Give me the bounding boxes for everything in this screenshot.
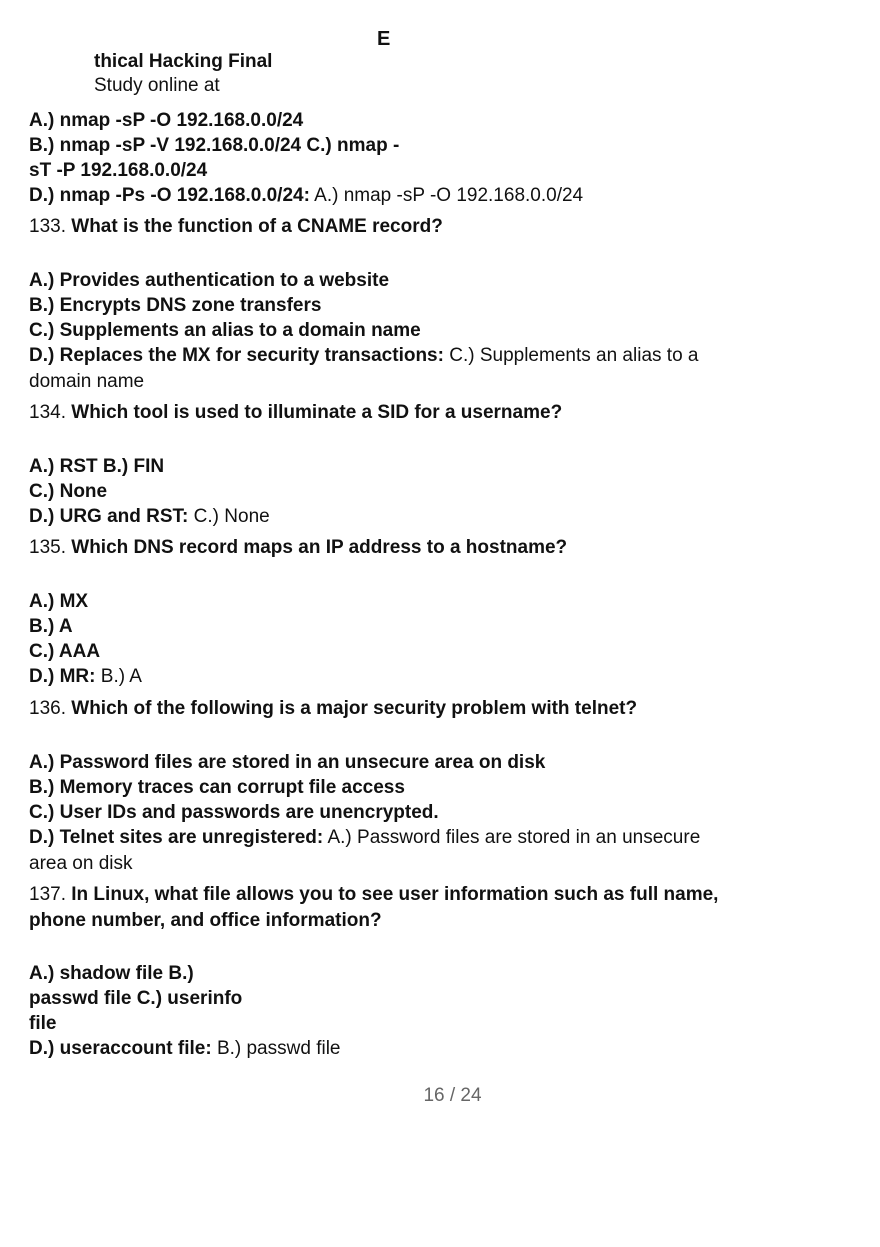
- question-number: 136.: [29, 698, 66, 719]
- option-d-line: [29, 664, 142, 689]
- option-d-label: D.) Telnet sites are unregistered:: [29, 827, 324, 848]
- answer-text: C.) None: [193, 506, 270, 527]
- option-c: C.) None: [29, 481, 108, 502]
- option-c: C.) User IDs and passwords are unencrypted.: [29, 802, 439, 823]
- question-text-cont: phone number, and office information?: [29, 910, 382, 931]
- option-a: A.) Provides authentication to a website: [29, 270, 390, 291]
- document-title: thical Hacking Final: [94, 51, 273, 72]
- question-134: [29, 400, 562, 426]
- option-a: A.) MX: [29, 591, 89, 612]
- study-online-text: Study online at: [94, 75, 220, 96]
- option-c: C.) AAA: [29, 641, 101, 662]
- option-a: A.) nmap -sP -O 192.168.0.0/24: [29, 110, 304, 131]
- answer-text: C.) Supplements an alias to a: [449, 345, 699, 366]
- answer-text: A.) nmap -sP -O 192.168.0.0/24: [314, 185, 584, 206]
- question-number: 134.: [29, 402, 66, 423]
- option-d-label: D.) nmap -Ps -O 192.168.0.0/24:: [29, 185, 310, 206]
- option-d-label: D.) MR:: [29, 666, 96, 687]
- option-d-line: [29, 825, 700, 850]
- answer-text: B.) passwd file: [216, 1038, 341, 1059]
- answer-text-cont: domain name: [29, 371, 145, 392]
- question-number: 135.: [29, 537, 66, 558]
- option-d-line: [29, 504, 270, 529]
- question-text: Which DNS record maps an IP address to a hostname?: [71, 537, 568, 558]
- answer-text-cont: area on disk: [29, 853, 133, 874]
- question-text: Which of the following is a major security problem with telnet?: [71, 698, 638, 719]
- page-number: 16 / 24: [423, 1085, 482, 1106]
- question-137: [29, 882, 718, 908]
- option-b-cont: sT -P 192.168.0.0/24: [29, 160, 208, 181]
- answer-text: A.) Password files are stored in an unsecure: [327, 827, 701, 848]
- option-c-cont: file: [29, 1013, 57, 1034]
- option-a: A.) Password files are stored in an unsecure area on disk: [29, 752, 546, 773]
- answer-text: B.) A: [100, 666, 142, 687]
- option-b: passwd file C.) userinfo: [29, 988, 243, 1009]
- question-133: [29, 214, 443, 240]
- question-136: [29, 696, 637, 722]
- option-d-line: [29, 1036, 340, 1061]
- header-letter: E: [377, 28, 391, 50]
- question-number: 133.: [29, 216, 66, 237]
- question-number: 137.: [29, 884, 66, 905]
- option-d-label: D.) Replaces the MX for security transactions:: [29, 345, 444, 366]
- option-d-label: D.) URG and RST:: [29, 506, 189, 527]
- option-b: B.) Encrypts DNS zone transfers: [29, 295, 322, 316]
- question-135: [29, 535, 567, 561]
- option-b: B.) nmap -sP -V 192.168.0.0/24 C.) nmap -: [29, 135, 400, 156]
- question-text: In Linux, what file allows you to see user information such as full name,: [71, 884, 719, 905]
- question-text: Which tool is used to illuminate a SID for a username?: [71, 402, 563, 423]
- option-d-line: [29, 183, 583, 208]
- option-c: C.) Supplements an alias to a domain name: [29, 320, 421, 341]
- option-b: B.) A: [29, 616, 73, 637]
- option-a: A.) shadow file B.): [29, 963, 194, 984]
- option-d-line: [29, 343, 698, 368]
- option-b: B.) Memory traces can corrupt file access: [29, 777, 405, 798]
- option-ab: A.) RST B.) FIN: [29, 456, 165, 477]
- question-text: What is the function of a CNAME record?: [71, 216, 443, 237]
- option-d-label: D.) useraccount file:: [29, 1038, 212, 1059]
